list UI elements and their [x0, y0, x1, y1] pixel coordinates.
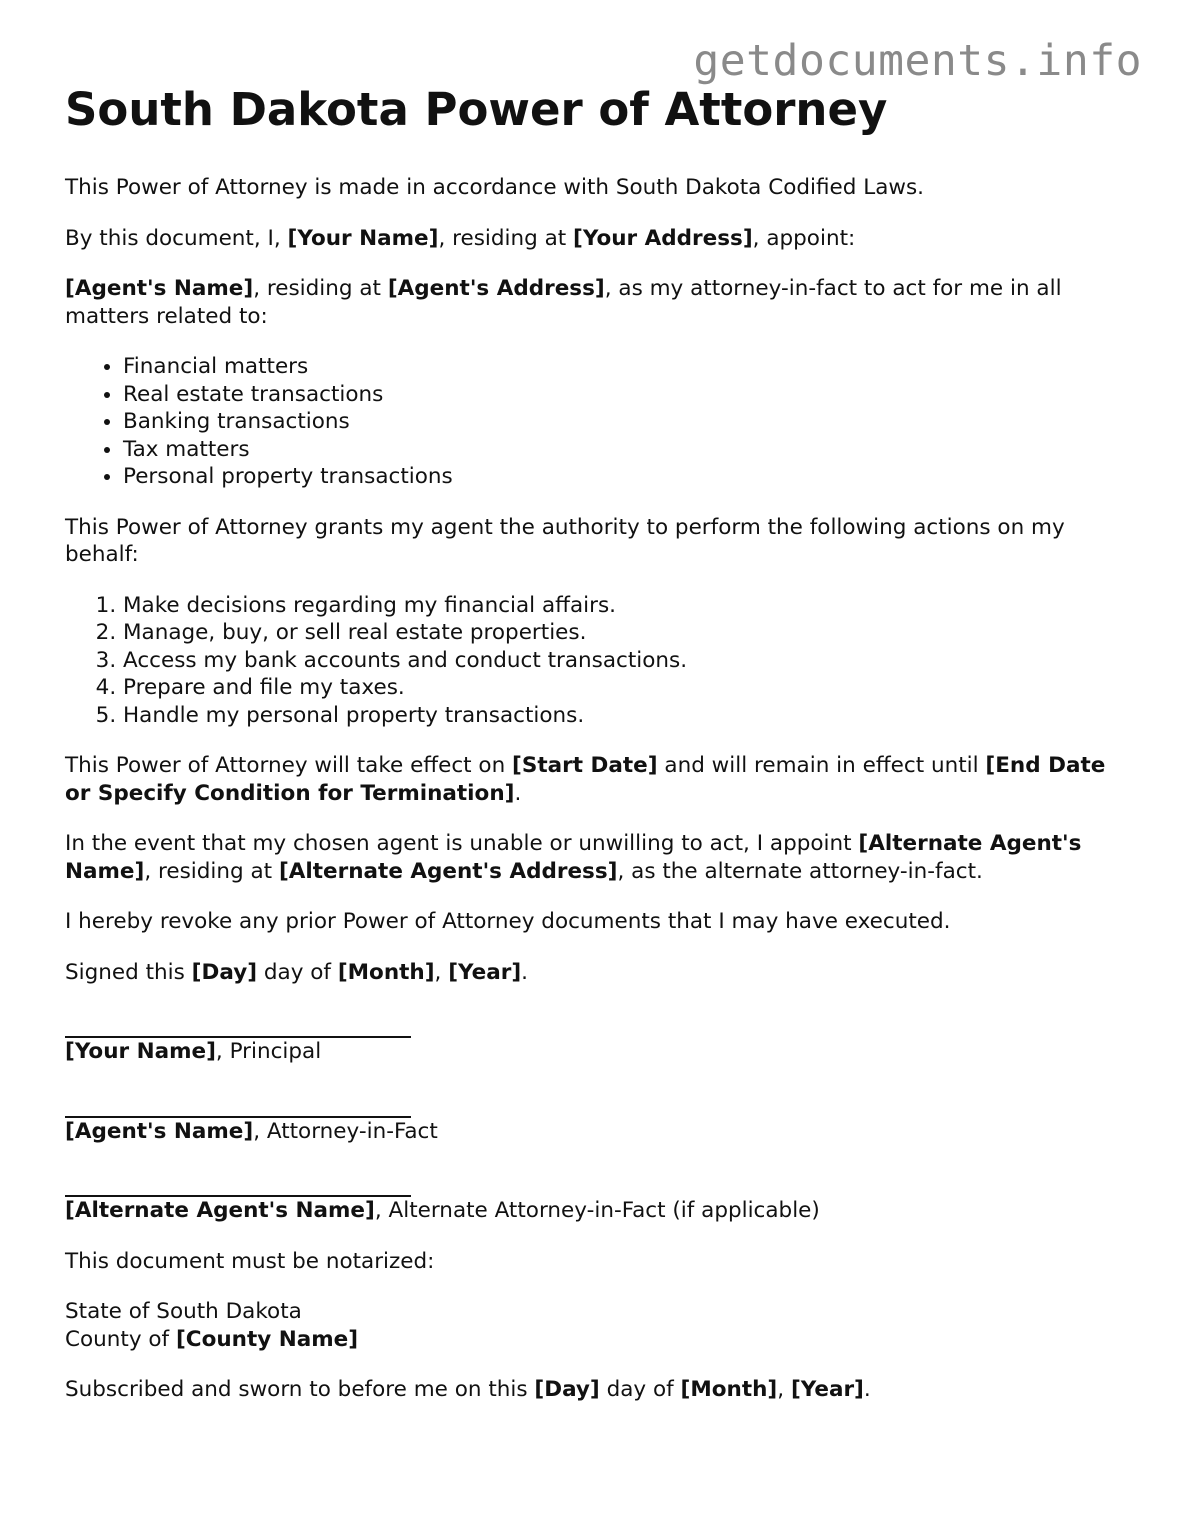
watermark: getdocuments.info: [693, 36, 1142, 86]
revocation-paragraph: I hereby revoke any prior Power of Attorney documents that I may have executed.: [65, 909, 951, 934]
signed-month-field: [Month]: [337, 959, 435, 985]
list-item: 4. Prepare and file my taxes.: [123, 674, 1125, 702]
signature-line: [65, 1168, 411, 1197]
list-item: 2. Manage, buy, or sell real estate properties.: [123, 619, 1125, 647]
agent-signature-block: [65, 1089, 1125, 1146]
list-item: 1. Make decisions regarding my financial affairs.: [123, 592, 1125, 620]
signature-label: [Alternate Agent's Name], Alternate Attorney-in-Fact (if applicable): [65, 1198, 820, 1223]
alternate-agent-signature-block: [65, 1168, 1125, 1225]
list-item: • Real estate transactions: [123, 381, 1125, 409]
venue-block: State of South Dakota County of [County Name]: [65, 1299, 359, 1352]
principal-address-field: [Your Address]: [573, 225, 753, 251]
list-item: • Personal property transactions: [123, 463, 1125, 491]
appointment-paragraph: By this document, I, [Your Name], residing at [Your Address], appoint:: [65, 225, 856, 251]
signature-label: [Agent's Name], Attorney-in-Fact: [65, 1118, 438, 1144]
end-date-field: [End Date or Specify Condition for Termination]: [65, 753, 1106, 806]
signature-line: [65, 1009, 411, 1038]
agent-name-field: [Agent's Name]: [65, 276, 254, 301]
start-date-field: [Start Date]: [512, 753, 658, 778]
alternate-agent-name-field: [Alternate Agent's Name]: [65, 831, 1082, 884]
signature-line: [65, 1089, 411, 1118]
signed-day-field: [Day]: [191, 959, 258, 985]
list-item: 3. Access my bank accounts and conduct transactions.: [123, 647, 1125, 675]
alternate-agent-address-field: [Alternate Agent's Address]: [278, 858, 618, 884]
state-line: State of South Dakota: [65, 1299, 302, 1324]
actions-list: [65, 592, 1125, 730]
signed-year-field: [Year]: [448, 959, 522, 985]
sworn-year-field: [Year]: [790, 1377, 864, 1402]
agent-address-field: [Agent's Address]: [387, 276, 605, 301]
sworn-month-field: [Month]: [680, 1377, 778, 1402]
signed-date-paragraph: Signed this [Day] day of [Month], [Year].: [65, 959, 529, 985]
list-item: • Tax matters: [123, 436, 1125, 464]
list-item: • Financial matters: [123, 353, 1125, 381]
list-item: 5. Handle my personal property transactions.: [123, 702, 1125, 730]
county-name-field: [County Name]: [175, 1326, 359, 1352]
alternate-agent-paragraph: In the event that my chosen agent is unable or unwilling to act, I appoint [Alternate Agent's Name], residing at [Alternate Agent's Address], as the alternate attorney-in-fact.: [65, 831, 1082, 884]
document-title: South Dakota Power of Attorney: [65, 83, 888, 136]
intro-paragraph: This Power of Attorney is made in accordance with South Dakota Codified Laws.: [65, 175, 925, 200]
matters-list: [65, 353, 1125, 491]
authority-paragraph: This Power of Attorney grants my agent the authority to perform the following actions on my behalf:: [65, 514, 1065, 567]
sworn-paragraph: Subscribed and sworn to before me on this [Day] day of [Month], [Year].: [65, 1377, 871, 1402]
principal-signature-block: [65, 1009, 1125, 1066]
sworn-day-field: [Day]: [534, 1377, 600, 1402]
list-item: • Banking transactions: [123, 408, 1125, 436]
signature-label: [Your Name], Principal: [65, 1039, 322, 1064]
agent-paragraph: [Agent's Name], residing at [Agent's Address], as my attorney-in-fact to act for me in all matters related to:: [65, 276, 1062, 329]
effect-paragraph: This Power of Attorney will take effect on [Start Date] and will remain in effect until [End Date or Specify Condition for Termination].: [65, 753, 1106, 806]
principal-name-field: [Your Name]: [287, 225, 439, 251]
document-body: [65, 82, 1125, 1427]
notary-note: This document must be notarized:: [65, 1248, 435, 1274]
